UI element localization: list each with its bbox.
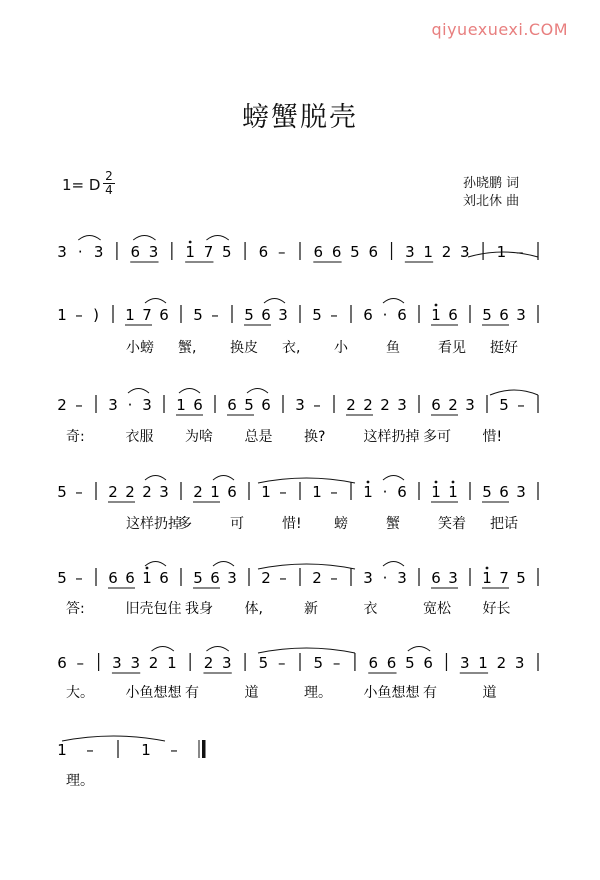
jianpu-note: ) <box>93 306 99 324</box>
jianpu-note: 6 <box>363 306 373 324</box>
lyric-text: 旧壳包住 <box>125 601 182 617</box>
slur-arc <box>213 562 234 567</box>
jianpu-note: 6 <box>261 306 271 324</box>
lyric-text: 把话 <box>490 516 518 532</box>
jianpu-note: – <box>170 741 178 759</box>
jianpu-note: 6 <box>130 243 141 261</box>
lyric-text: 惜! <box>482 429 503 445</box>
slur-arc <box>152 647 174 652</box>
lyric-text: 多 <box>178 516 192 532</box>
jianpu-note: 6 <box>258 243 269 261</box>
jianpu-note: · <box>127 396 133 414</box>
high-octave-dot <box>435 481 438 484</box>
jianpu-note: 5 <box>244 396 254 414</box>
jianpu-note: 6 <box>386 654 397 672</box>
jianpu-note: – <box>277 243 286 261</box>
slur-arc <box>383 299 404 304</box>
jianpu-note: 5 <box>482 306 492 324</box>
jianpu-note: 2 <box>57 396 67 414</box>
lyric-text: 螃 <box>334 516 348 532</box>
jianpu-note: 5 <box>405 654 415 672</box>
jianpu-note: – <box>76 654 85 672</box>
jianpu-note: 3 <box>130 654 141 672</box>
jianpu-note: 6 <box>368 243 379 261</box>
lyric-text: 衣, <box>282 340 301 356</box>
jianpu-note: 7 <box>203 243 214 261</box>
jianpu-note: 5 <box>516 569 526 587</box>
tie-arc <box>258 478 355 483</box>
jianpu-note: 7 <box>499 569 509 587</box>
slur-arc <box>383 476 404 481</box>
jianpu-note: 6 <box>159 306 169 324</box>
jianpu-note: – <box>211 306 219 324</box>
jianpu-note: 6 <box>57 654 67 672</box>
jianpu-note: 6 <box>431 396 441 414</box>
lyric-text: 衣服 <box>125 429 154 445</box>
jianpu-note: – <box>75 569 83 587</box>
jianpu-note: 2 <box>380 396 390 414</box>
lyric-text: 换皮 <box>230 340 258 356</box>
lyric-text: 鱼 <box>386 340 400 356</box>
lyric-text: 挺好 <box>490 340 518 356</box>
jianpu-note: 2 <box>441 243 452 261</box>
lyric-text: 衣 <box>363 601 378 617</box>
jianpu-note: 6 <box>227 483 237 501</box>
jianpu-note: – <box>330 306 338 324</box>
jianpu-note: 6 <box>397 483 407 501</box>
jianpu-note: 3 <box>405 243 415 261</box>
jianpu-note: 5 <box>482 483 492 501</box>
high-octave-dot <box>146 567 149 570</box>
jianpu-note: 3 <box>397 396 407 414</box>
jianpu-note: 6 <box>227 396 237 414</box>
slur-arc <box>247 389 268 394</box>
lyric-text: 有 <box>185 685 199 701</box>
jianpu-note: 6 <box>499 306 509 324</box>
jianpu-note: 1 <box>482 569 492 587</box>
lyric-text: 有 <box>423 685 437 701</box>
jianpu-note: 3 <box>112 654 122 672</box>
high-octave-dot <box>452 481 455 484</box>
jianpu-note: 2 <box>125 483 135 501</box>
lyric-text: 为啥 <box>185 429 213 445</box>
tie-arc <box>490 390 538 395</box>
jianpu-note: 5 <box>258 654 269 672</box>
jianpu-note: 5 <box>193 306 203 324</box>
lyric-text: 答: <box>66 601 85 617</box>
jianpu-note: 1 <box>176 396 186 414</box>
jianpu-note: 6 <box>331 243 342 261</box>
lyric-text: 小螃 <box>126 340 154 356</box>
jianpu-note: – <box>279 483 287 501</box>
jianpu-note: 6 <box>210 569 220 587</box>
lyric-text: 笑着 <box>438 516 466 532</box>
jianpu-note: – <box>75 396 83 414</box>
lyric-text: 多可 <box>423 429 451 445</box>
jianpu-note: 6 <box>159 569 169 587</box>
jianpu-note: · <box>77 243 83 261</box>
lyric-text: 蟹 <box>386 516 400 532</box>
jianpu-note: 2 <box>203 654 214 672</box>
jianpu-note: 6 <box>313 243 324 261</box>
jianpu-note: 3 <box>159 483 169 501</box>
tie-arc <box>258 564 355 569</box>
slur-arc <box>264 299 285 304</box>
jianpu-note: 6 <box>431 569 441 587</box>
jianpu-note: 1 <box>142 569 152 587</box>
jianpu-note: 1 <box>496 243 507 261</box>
jianpu-note: 6 <box>499 483 509 501</box>
jianpu-note: 5 <box>313 654 324 672</box>
lyric-text: 小鱼想想 <box>363 685 420 701</box>
jianpu-note: – <box>332 654 341 672</box>
jianpu-note: – <box>277 654 286 672</box>
jianpu-note: · <box>382 569 388 587</box>
lyric-text: 宽松 <box>423 601 451 617</box>
jianpu-note: 1 <box>57 741 67 759</box>
jianpu-note: 6 <box>261 396 271 414</box>
jianpu-note: 3 <box>57 243 67 261</box>
lyric-text: 奇: <box>66 429 85 445</box>
jianpu-note: · <box>382 306 388 324</box>
jianpu-note: 6 <box>368 654 379 672</box>
slur-arc <box>78 236 100 241</box>
jianpu-note: 3 <box>516 306 526 324</box>
jianpu-note: 7 <box>142 306 152 324</box>
slur-arc <box>179 389 200 394</box>
jianpu-note: 1 <box>167 654 177 672</box>
jianpu-note: 3 <box>142 396 152 414</box>
jianpu-note: 3 <box>459 654 470 672</box>
jianpu-note: 1 <box>478 654 488 672</box>
jianpu-note: 2 <box>193 483 203 501</box>
jianpu-note: 5 <box>193 569 203 587</box>
slur-arc <box>145 299 166 304</box>
slur-arc <box>145 476 166 481</box>
jianpu-note: 3 <box>516 483 526 501</box>
lyric-text: 惜! <box>282 516 302 532</box>
slur-arc <box>128 389 149 394</box>
lyric-text: 大。 <box>66 685 94 701</box>
high-octave-dot <box>367 481 370 484</box>
lyric-text: 可 <box>230 516 244 532</box>
jianpu-note: 2 <box>312 569 322 587</box>
jianpu-note: 6 <box>193 396 203 414</box>
jianpu-note: 1 <box>312 483 322 501</box>
jianpu-note: 1 <box>448 483 458 501</box>
lyric-text: 蟹, <box>178 340 197 356</box>
jianpu-note: 3 <box>148 243 159 261</box>
song-title: 螃蟹脱壳 <box>242 102 358 133</box>
final-bar-thick <box>202 740 206 758</box>
jianpu-note: 1 <box>261 483 271 501</box>
jianpu-note: 1 <box>57 306 67 324</box>
jianpu-note: 1 <box>431 483 441 501</box>
time-signature-bottom: 4 <box>105 183 113 197</box>
lyricist-credit: 孙晓鹏 词 <box>463 176 520 191</box>
jianpu-note: 3 <box>295 396 305 414</box>
jianpu-note: 3 <box>514 654 525 672</box>
lyric-text: 小 <box>334 340 348 356</box>
jianpu-note: 5 <box>244 306 254 324</box>
lyric-text: 看见 <box>438 340 466 356</box>
jianpu-note: 1 <box>423 243 433 261</box>
time-signature-top: 2 <box>105 169 113 183</box>
jianpu-note: 2 <box>261 569 271 587</box>
jianpu-note: 1 <box>210 483 220 501</box>
jianpu-note: – <box>515 243 524 261</box>
slur-arc <box>213 476 234 481</box>
jianpu-note: 2 <box>496 654 507 672</box>
lyric-text: 理。 <box>66 773 94 789</box>
jianpu-note: 3 <box>465 396 475 414</box>
slur-arc <box>206 647 228 652</box>
high-octave-dot <box>189 241 192 244</box>
tie-arc <box>258 648 355 653</box>
jianpu-note: 6 <box>448 306 458 324</box>
lyric-text: 道 <box>482 685 497 701</box>
slur-arc <box>206 236 228 241</box>
jianpu-note: 1 <box>125 306 135 324</box>
jianpu-note: 3 <box>93 243 104 261</box>
lyric-text: 新 <box>304 601 318 617</box>
jianpu-note: 6 <box>397 306 407 324</box>
jianpu-note: 3 <box>221 654 232 672</box>
key-signature: 1= D <box>62 176 101 194</box>
jianpu-note: – <box>517 396 525 414</box>
jianpu-note: 2 <box>448 396 458 414</box>
jianpu-note: – <box>279 569 287 587</box>
jianpu-note: – <box>330 569 338 587</box>
jianpu-note: 3 <box>108 396 118 414</box>
lyric-text: 我身 <box>185 601 213 617</box>
jianpu-note: 6 <box>125 569 135 587</box>
jianpu-note: 5 <box>57 569 67 587</box>
jianpu-note: 3 <box>227 569 237 587</box>
jianpu-note: – <box>75 306 83 324</box>
composer-credit: 刘北休 曲 <box>463 194 520 209</box>
jianpu-note: 6 <box>423 654 433 672</box>
jianpu-note: 5 <box>499 396 509 414</box>
jianpu-note: – <box>86 741 94 759</box>
jianpu-note: 2 <box>108 483 118 501</box>
jianpu-note: 6 <box>108 569 118 587</box>
slur-arc <box>408 647 430 652</box>
slur-arc <box>383 562 404 567</box>
lyric-text: 体, <box>244 601 263 617</box>
jianpu-note: 1 <box>141 741 151 759</box>
jianpu-note: · <box>382 483 388 501</box>
jianpu-note: 3 <box>363 569 373 587</box>
site-watermark: qiyuexuexi.COM <box>431 20 568 39</box>
lyric-text: 好长 <box>482 601 511 617</box>
lyric-text: 道 <box>244 685 259 701</box>
lyric-text: 换? <box>304 429 326 445</box>
jianpu-note: 3 <box>448 569 458 587</box>
jianpu-note: – <box>313 396 321 414</box>
jianpu-note: 5 <box>57 483 67 501</box>
slur-arc <box>133 236 155 241</box>
jianpu-note: 2 <box>346 396 356 414</box>
lyric-text: 这样扔掉 <box>126 516 182 532</box>
slur-arc <box>145 562 166 567</box>
jianpu-note: – <box>330 483 338 501</box>
lyric-text: 小鱼想想 <box>125 685 182 701</box>
jianpu-note: 2 <box>142 483 152 501</box>
jianpu-note: 5 <box>350 243 360 261</box>
jianpu-note: 3 <box>278 306 288 324</box>
high-octave-dot <box>486 567 489 570</box>
jianpu-note: 1 <box>185 243 195 261</box>
jianpu-note: 5 <box>221 243 232 261</box>
jianpu-note: 2 <box>148 654 159 672</box>
jianpu-note: 3 <box>459 243 470 261</box>
jianpu-note: 5 <box>312 306 322 324</box>
jianpu-note: – <box>75 483 83 501</box>
lyric-text: 这样扔掉 <box>363 429 420 445</box>
high-octave-dot <box>435 304 438 307</box>
lyric-text: 总是 <box>244 429 273 445</box>
jianpu-note: 1 <box>363 483 373 501</box>
jianpu-note: 2 <box>363 396 373 414</box>
jianpu-note: 1 <box>431 306 441 324</box>
lyric-text: 理。 <box>304 685 332 701</box>
jianpu-note: 3 <box>397 569 407 587</box>
